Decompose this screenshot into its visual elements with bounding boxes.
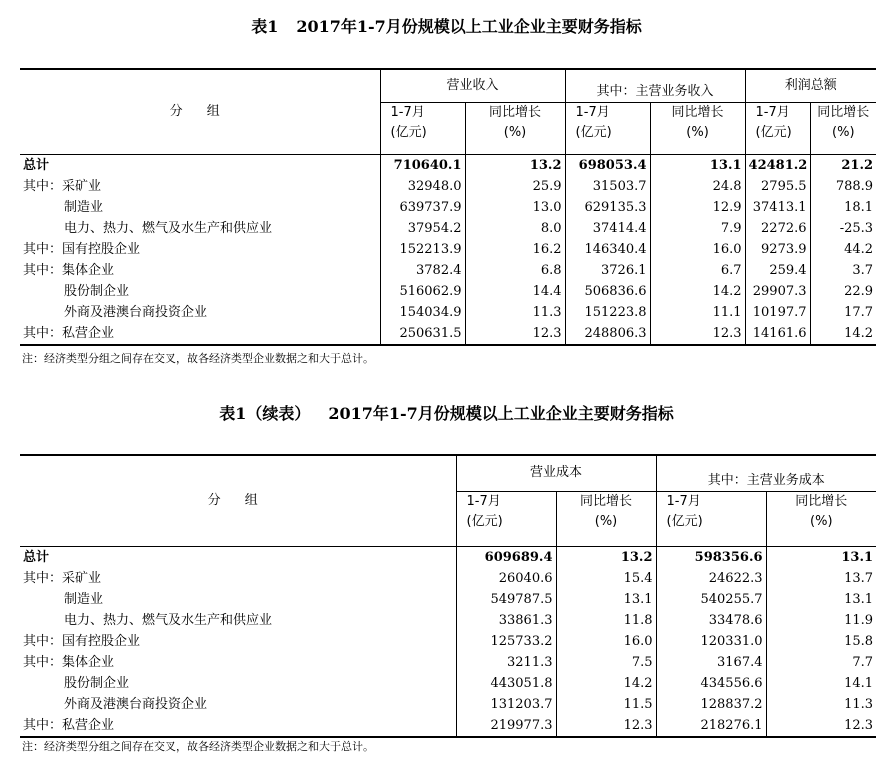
cell-value: 18.1 xyxy=(810,197,876,218)
row-label: 总计 xyxy=(23,157,50,173)
cell-value: 44.2 xyxy=(810,239,876,260)
cell-value: 32948.0 xyxy=(380,176,465,197)
cell-value: 598356.6 xyxy=(656,547,766,569)
cell-value: 2795.5 xyxy=(745,176,810,197)
growth-unit: (%) xyxy=(810,513,833,529)
table2-body xyxy=(20,547,876,738)
table2-title-text: 2017年1-7月份规模以上工业企业主要财务指标 xyxy=(328,404,674,423)
row-label: 制造业 xyxy=(64,199,104,215)
cell-value: 125733.2 xyxy=(456,631,556,652)
cell-value: 24.8 xyxy=(650,176,745,197)
cell-value: 443051.8 xyxy=(456,673,556,694)
cell-value: 13.7 xyxy=(766,568,876,589)
cell-value: 14.2 xyxy=(810,323,876,345)
cell-value: 11.3 xyxy=(766,694,876,715)
cell-value: 11.3 xyxy=(465,302,565,323)
cell-value: 788.9 xyxy=(810,176,876,197)
table-row xyxy=(20,197,876,218)
table1-main-growth xyxy=(650,102,745,148)
cell-value: 24622.3 xyxy=(656,568,766,589)
period-label: 1-7月 xyxy=(575,104,610,120)
period-unit: (亿元) xyxy=(466,513,503,529)
cell-value: 13.1 xyxy=(556,589,656,610)
cell-value: 10197.7 xyxy=(745,302,810,323)
table-row xyxy=(20,694,876,715)
growth-label: 同比增长 xyxy=(795,493,848,509)
table2-cost-period xyxy=(456,491,556,541)
table1-title xyxy=(0,14,893,37)
cell-value: 154034.9 xyxy=(380,302,465,323)
row-label: 其中：集体企业 xyxy=(23,654,115,670)
cell-value: 14161.6 xyxy=(745,323,810,345)
table1-note: 注：经济类型分组之间存在交叉，故各经济类型企业数据之和大于总计。 xyxy=(22,352,374,365)
row-label: 电力、热力、燃气及水生产和供应业 xyxy=(64,220,273,236)
cell-value: 25.9 xyxy=(465,176,565,197)
table-row xyxy=(20,239,876,260)
cell-value: 6.8 xyxy=(465,260,565,281)
cell-value: 16.2 xyxy=(465,239,565,260)
row-label: 外商及港澳台商投资企业 xyxy=(64,696,208,712)
table2-group-header: 分 组 xyxy=(20,455,456,547)
period-unit: (亿元) xyxy=(666,513,703,529)
cell-value: 128837.2 xyxy=(656,694,766,715)
table-row xyxy=(20,631,876,652)
cell-value: 7.9 xyxy=(650,218,745,239)
cell-value: 146340.4 xyxy=(565,239,650,260)
cell-value: 33861.3 xyxy=(456,610,556,631)
row-label: 其中：国有控股企业 xyxy=(23,633,141,649)
row-label: 总计 xyxy=(23,549,50,565)
table2-col-main-cost: 其中：主营业务成本 xyxy=(656,455,876,491)
table2 xyxy=(20,454,876,738)
cell-value: 698053.4 xyxy=(565,155,650,177)
cell-value: 29907.3 xyxy=(745,281,810,302)
cell-value: 151223.8 xyxy=(565,302,650,323)
growth-unit: (%) xyxy=(832,124,855,140)
table1-rev-period xyxy=(380,102,465,148)
cell-value: 120331.0 xyxy=(656,631,766,652)
cell-value: 259.4 xyxy=(745,260,810,281)
table-row xyxy=(20,155,876,177)
period-unit: (亿元) xyxy=(575,124,612,140)
row-label: 其中：采矿业 xyxy=(23,570,102,586)
table2-note: 注：经济类型分组之间存在交叉，故各经济类型企业数据之和大于总计。 xyxy=(22,740,374,753)
row-label: 电力、热力、燃气及水生产和供应业 xyxy=(64,612,273,628)
table-row xyxy=(20,547,876,569)
table2-header-row-1 xyxy=(20,455,876,491)
cell-value: 9273.9 xyxy=(745,239,810,260)
row-label: 股份制企业 xyxy=(64,675,130,691)
cell-value: 26040.6 xyxy=(456,568,556,589)
cell-value: 7.7 xyxy=(766,652,876,673)
table1-col-main-revenue: 其中：主营业务收入 xyxy=(565,69,745,102)
cell-value: 516062.9 xyxy=(380,281,465,302)
table1-col-profit: 利润总额 xyxy=(745,69,876,102)
table2-title-number: 表1（续表） xyxy=(219,404,311,423)
cell-value: 21.2 xyxy=(810,155,876,177)
cell-value: 540255.7 xyxy=(656,589,766,610)
table-row xyxy=(20,176,876,197)
cell-value: 37413.1 xyxy=(745,197,810,218)
row-label: 制造业 xyxy=(64,591,104,607)
growth-label: 同比增长 xyxy=(817,104,870,120)
growth-label: 同比增长 xyxy=(671,104,724,120)
table1-rev-growth xyxy=(465,102,565,148)
table-row xyxy=(20,302,876,323)
period-label: 1-7月 xyxy=(466,493,501,509)
cell-value: 250631.5 xyxy=(380,323,465,345)
table-row xyxy=(20,589,876,610)
cell-value: 3211.3 xyxy=(456,652,556,673)
cell-value: 13.1 xyxy=(766,547,876,569)
table-row xyxy=(20,652,876,673)
cell-value: 609689.4 xyxy=(456,547,556,569)
table-row xyxy=(20,323,876,345)
cell-value: 710640.1 xyxy=(380,155,465,177)
cell-value: 15.8 xyxy=(766,631,876,652)
table1 xyxy=(20,68,876,346)
table1-profit-period xyxy=(745,102,810,148)
cell-value: 14.2 xyxy=(650,281,745,302)
period-unit: (亿元) xyxy=(755,124,792,140)
cell-value: 13.1 xyxy=(766,589,876,610)
table1-header-row-1 xyxy=(20,69,876,102)
growth-unit: (%) xyxy=(594,513,618,529)
cell-value: 131203.7 xyxy=(456,694,556,715)
row-label: 外商及港澳台商投资企业 xyxy=(64,304,208,320)
cell-value: 152213.9 xyxy=(380,239,465,260)
cell-value: 13.0 xyxy=(465,197,565,218)
cell-value: 33478.6 xyxy=(656,610,766,631)
row-label: 其中：私营企业 xyxy=(20,715,456,737)
cell-value: 11.9 xyxy=(766,610,876,631)
cell-value: 37414.4 xyxy=(565,218,650,239)
table1-title-text: 2017年1-7月份规模以上工业企业主要财务指标 xyxy=(296,17,642,36)
table2-main-growth xyxy=(766,491,876,541)
table-row xyxy=(20,715,876,737)
table1-main-period xyxy=(565,102,650,148)
cell-value: 17.7 xyxy=(810,302,876,323)
table1-group-header: 分 组 xyxy=(20,69,380,155)
table-row xyxy=(20,568,876,589)
cell-value: 15.4 xyxy=(556,568,656,589)
table2-title xyxy=(0,401,893,424)
cell-value: 8.0 xyxy=(465,218,565,239)
growth-unit: (%) xyxy=(686,124,709,140)
cell-value: 2272.6 xyxy=(745,218,810,239)
cell-value: 11.1 xyxy=(650,302,745,323)
cell-value: 13.2 xyxy=(556,547,656,569)
row-label: 其中：国有控股企业 xyxy=(23,241,141,257)
cell-value: 14.4 xyxy=(465,281,565,302)
cell-value: 42481.2 xyxy=(745,155,810,177)
cell-value: 506836.6 xyxy=(565,281,650,302)
cell-value: 3726.1 xyxy=(565,260,650,281)
row-label: 其中：私营企业 xyxy=(20,323,380,345)
cell-value: 14.1 xyxy=(766,673,876,694)
growth-label: 同比增长 xyxy=(580,493,633,509)
cell-value: 22.9 xyxy=(810,281,876,302)
cell-value: 3167.4 xyxy=(656,652,766,673)
cell-value: 639737.9 xyxy=(380,197,465,218)
cell-value: 6.7 xyxy=(650,260,745,281)
table2-cost-growth xyxy=(556,491,656,541)
cell-value: 629135.3 xyxy=(565,197,650,218)
cell-value: 31503.7 xyxy=(565,176,650,197)
cell-value: 13.1 xyxy=(650,155,745,177)
period-unit: (亿元) xyxy=(390,124,427,140)
table1-title-number: 表1 xyxy=(251,17,279,36)
cell-value: 7.5 xyxy=(556,652,656,673)
cell-value: 37954.2 xyxy=(380,218,465,239)
cell-value: 434556.6 xyxy=(656,673,766,694)
cell-value: 3782.4 xyxy=(380,260,465,281)
table-row xyxy=(20,610,876,631)
row-label: 其中：集体企业 xyxy=(23,262,115,278)
row-label: 其中：采矿业 xyxy=(23,178,102,194)
cell-value: 248806.3 xyxy=(565,323,650,345)
table1-col-revenue: 营业收入 xyxy=(380,69,565,102)
table-row xyxy=(20,281,876,302)
period-label: 1-7月 xyxy=(390,104,425,120)
period-label: 1-7月 xyxy=(666,493,701,509)
table-row xyxy=(20,260,876,281)
growth-unit: (%) xyxy=(503,124,527,140)
cell-value: 12.3 xyxy=(465,323,565,345)
cell-value: 16.0 xyxy=(650,239,745,260)
growth-label: 同比增长 xyxy=(489,104,542,120)
cell-value: 11.8 xyxy=(556,610,656,631)
row-label: 股份制企业 xyxy=(64,283,130,299)
cell-value: 12.3 xyxy=(766,715,876,737)
cell-value: 11.5 xyxy=(556,694,656,715)
cell-value: 13.2 xyxy=(465,155,565,177)
cell-value: 14.2 xyxy=(556,673,656,694)
cell-value: 12.9 xyxy=(650,197,745,218)
table1-body xyxy=(20,155,876,346)
cell-value: 549787.5 xyxy=(456,589,556,610)
cell-value: 3.7 xyxy=(810,260,876,281)
period-label: 1-7月 xyxy=(755,104,790,120)
table1-profit-growth xyxy=(810,102,876,148)
cell-value: 12.3 xyxy=(650,323,745,345)
table-row xyxy=(20,673,876,694)
table-row xyxy=(20,218,876,239)
table2-col-cost: 营业成本 xyxy=(456,455,656,491)
table2-main-period xyxy=(656,491,766,541)
cell-value: 219977.3 xyxy=(456,715,556,737)
cell-value: 218276.1 xyxy=(656,715,766,737)
cell-value: 12.3 xyxy=(556,715,656,737)
cell-value: -25.3 xyxy=(810,218,876,239)
cell-value: 16.0 xyxy=(556,631,656,652)
